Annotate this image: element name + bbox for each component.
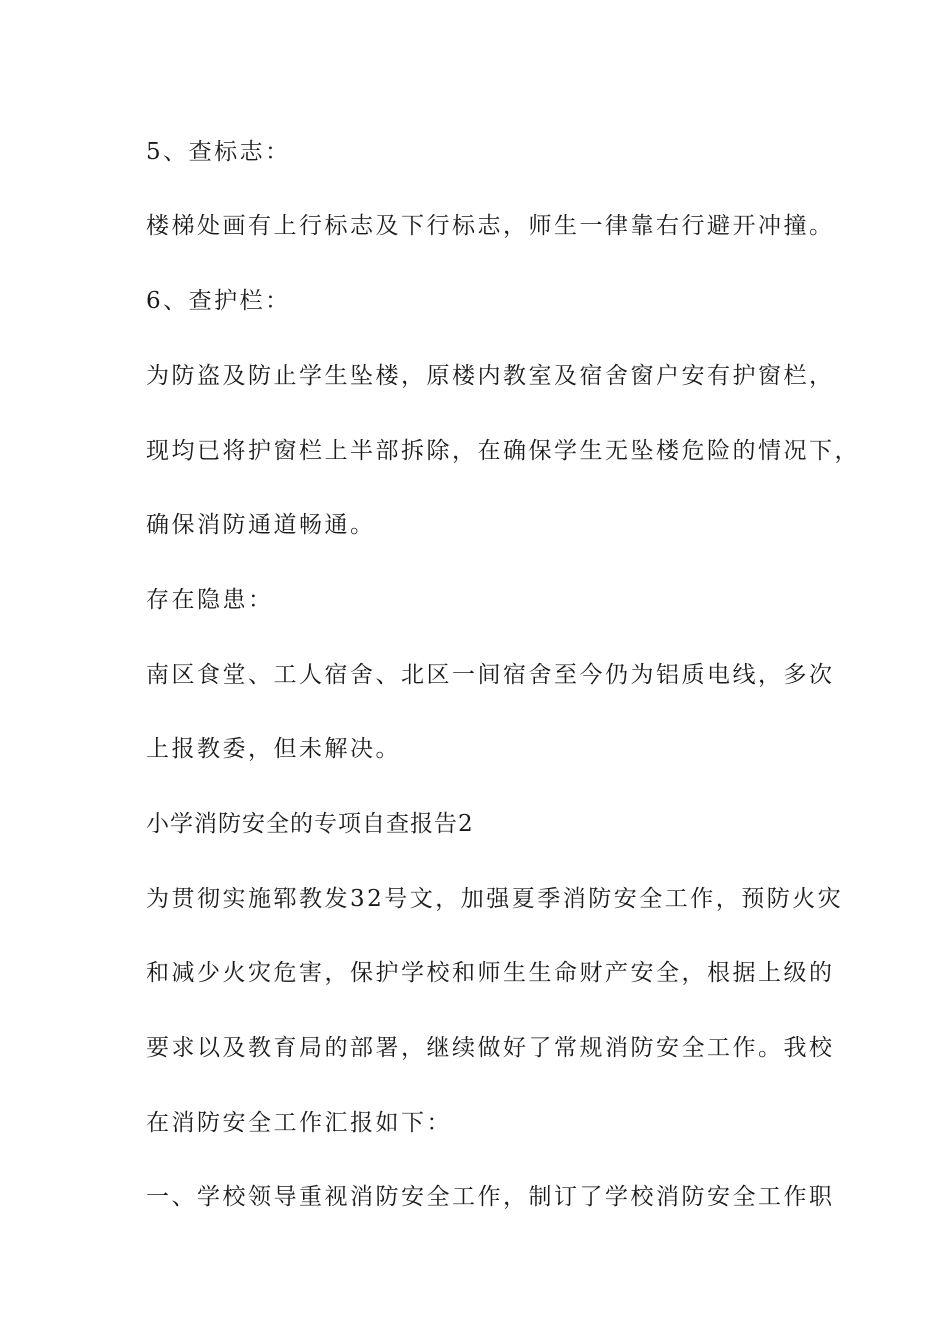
paragraph-line: 南区食堂、工人宿舍、北区一间宿舍至今仍为铝质电线，多次 — [146, 662, 835, 688]
section-heading-check-signs: 5、查标志： — [146, 139, 291, 165]
paragraph-line: 楼梯处画有上行标志及下行标志，师生一律靠右行避开冲撞。 — [146, 213, 835, 239]
report-title: 小学消防安全的专项自查报告2 — [146, 811, 474, 837]
paragraph-line: 为贯彻实施郓教发32号文，加强夏季消防安全工作，预防火灾 — [146, 886, 844, 912]
paragraph-line: 和减少火灾危害，保护学校和师生生命财产安全，根据上级的 — [146, 960, 835, 986]
paragraph-line: 为防盗及防止学生坠楼，原楼内教室及宿舍窗户安有护窗栏， — [146, 363, 835, 389]
section-heading-hazards: 存在隐患： — [146, 587, 274, 613]
paragraph-line: 现均已将护窗栏上半部拆除，在确保学生无坠楼危险的情况下， — [146, 438, 860, 464]
paragraph-line: 上报教委，但未解决。 — [146, 736, 401, 762]
paragraph-line: 要求以及教育局的部署，继续做好了常规消防安全工作。我校 — [146, 1035, 835, 1061]
paragraph-line: 一、学校领导重视消防安全工作，制订了学校消防安全工作职 — [146, 1184, 835, 1210]
paragraph-line: 确保消防通道畅通。 — [146, 512, 376, 538]
section-heading-check-railings: 6、查护栏： — [146, 288, 291, 314]
paragraph-line: 在消防安全工作汇报如下： — [146, 1110, 452, 1136]
